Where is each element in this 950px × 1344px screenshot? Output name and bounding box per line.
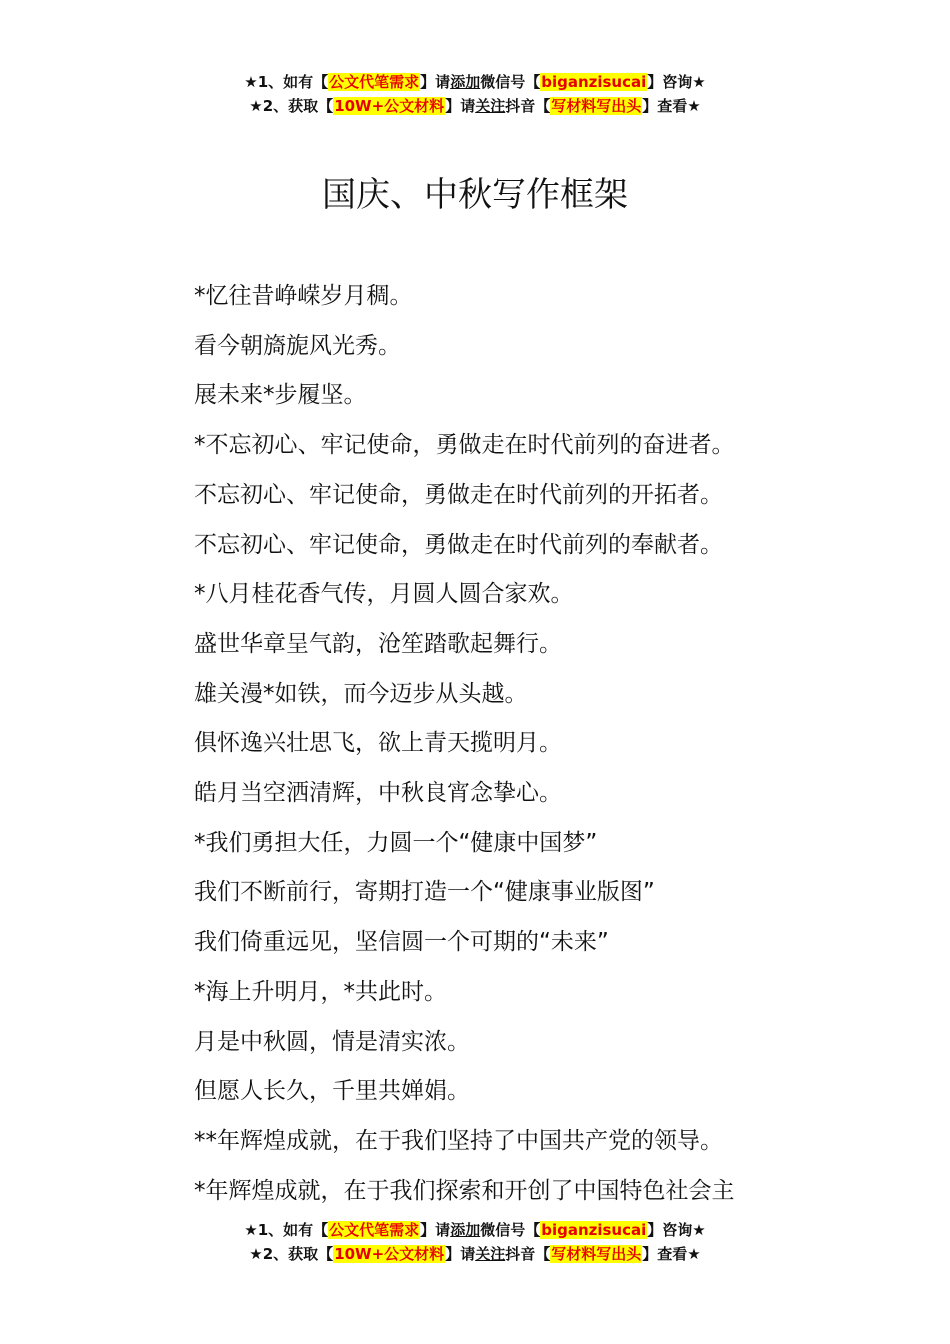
banner-text: 】查看★ xyxy=(642,97,701,115)
body-line: **年辉煌成就，在于我们坚持了中国共产党的领导。 xyxy=(194,1127,723,1154)
underlined-text: 关注 xyxy=(475,97,506,115)
banner-line-1 xyxy=(0,1218,950,1242)
banner-text: ★1、如有【 xyxy=(244,1221,329,1239)
banner-text: 】查看★ xyxy=(642,1245,701,1263)
document-body xyxy=(194,272,834,1216)
banner-line-2 xyxy=(0,1242,950,1266)
body-line: 雄关漫*如铁，而今迈步从头越。 xyxy=(194,680,528,707)
banner-text: 】请 xyxy=(445,1245,476,1263)
banner-text: ★1、如有【 xyxy=(244,73,329,91)
body-line: 皓月当空洒清辉，中秋良宵念挚心。 xyxy=(194,780,562,807)
underlined-text: 添加 xyxy=(450,1221,481,1239)
header-banner xyxy=(0,70,950,118)
document-title: 国庆、中秋写作框架 xyxy=(322,175,628,215)
banner-text: 】请 xyxy=(420,1221,451,1239)
body-line: 我们不断前行，寄期打造一个“健康事业版图” xyxy=(194,879,655,906)
body-line: *八月桂花香气传，月圆人圆合家欢。 xyxy=(194,581,574,608)
banner-text: 微信号【 xyxy=(480,1221,541,1239)
underlined-text: 添加 xyxy=(450,73,481,91)
body-line: *海上升明月，*共此时。 xyxy=(194,978,447,1005)
body-line: 但愿人长久，千里共婵娟。 xyxy=(194,1078,470,1105)
highlight-wechat-id: biganzisucai xyxy=(541,73,647,91)
highlight-service: 公文代笔需求 xyxy=(329,73,420,91)
body-line: 我们倚重远见，坚信圆一个可期的“未来” xyxy=(194,929,609,956)
highlight-materials: 10W+公文材料 xyxy=(334,1245,445,1263)
banner-line-1 xyxy=(0,70,950,94)
highlight-service: 公文代笔需求 xyxy=(329,1221,420,1239)
body-line: *忆往昔峥嵘岁月稠。 xyxy=(194,283,413,309)
banner-text: 抖音【 xyxy=(505,1245,551,1263)
body-line: 不忘初心、牢记使命，勇做走在时代前列的奉献者。 xyxy=(194,531,723,558)
body-line: 盛世华章呈气韵，沧笙踏歌起舞行。 xyxy=(194,630,562,657)
body-line: 展未来*步履坚。 xyxy=(194,382,367,409)
banner-text: 】咨询★ xyxy=(647,1221,706,1239)
banner-text: ★2、获取【 xyxy=(249,97,334,115)
body-line: *我们勇担大任，力圆一个“健康中国梦” xyxy=(194,829,598,856)
banner-text: 微信号【 xyxy=(480,73,541,91)
underlined-text: 关注 xyxy=(475,1245,506,1263)
footer-banner xyxy=(0,1218,950,1266)
body-line: 看今朝旖旎风光秀。 xyxy=(194,332,401,359)
banner-line-2 xyxy=(0,94,950,118)
banner-text: 】请 xyxy=(420,73,451,91)
highlight-materials: 10W+公文材料 xyxy=(334,97,445,115)
highlight-douyin: 写材料写出头 xyxy=(551,1245,642,1263)
banner-text: 】请 xyxy=(445,97,476,115)
highlight-douyin: 写材料写出头 xyxy=(551,97,642,115)
banner-text: ★2、获取【 xyxy=(249,1245,334,1263)
body-line: 俱怀逸兴壮思飞，欲上青天揽明月。 xyxy=(194,730,562,757)
body-line: 月是中秋圆，情是清实浓。 xyxy=(194,1028,470,1055)
body-line: *年辉煌成就，在于我们探索和开创了中国特色社会主 xyxy=(194,1177,735,1204)
banner-text: 抖音【 xyxy=(505,97,551,115)
banner-text: 】咨询★ xyxy=(647,73,706,91)
highlight-wechat-id: biganzisucai xyxy=(541,1221,647,1239)
body-line: 不忘初心、牢记使命，勇做走在时代前列的开拓者。 xyxy=(194,481,723,508)
body-line: *不忘初心、牢记使命，勇做走在时代前列的奋进者。 xyxy=(194,432,735,459)
